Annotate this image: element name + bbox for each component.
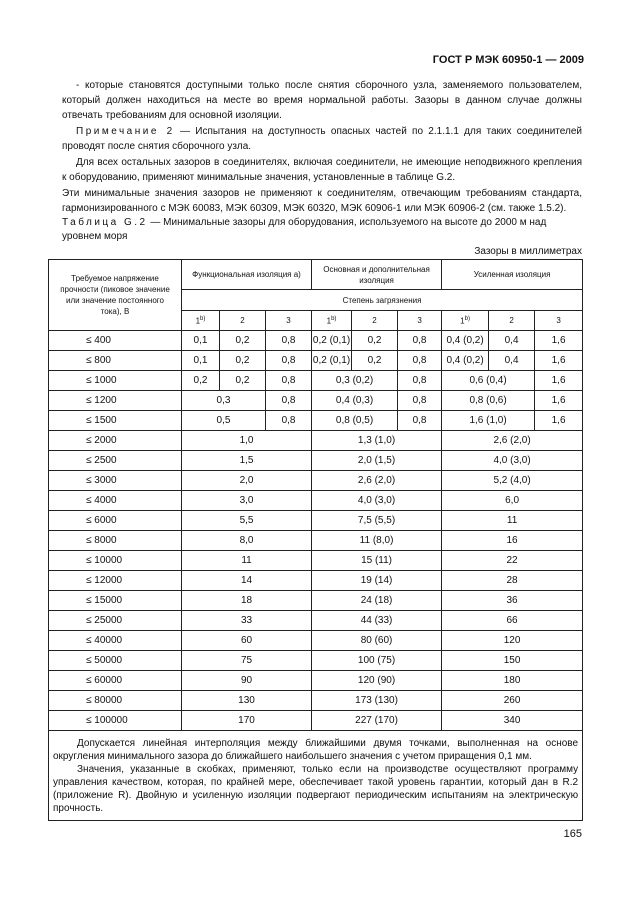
functional-value-cell: 18 (182, 591, 312, 611)
reinforced-value-cell: 120 (442, 631, 583, 651)
functional-value-cell: 14 (182, 571, 312, 591)
value-cell: 0,8 (398, 391, 442, 411)
voltage-cell: ≤ 2000 (49, 431, 182, 451)
basic-value-cell: 19 (14) (312, 571, 442, 591)
functional-value-cell: 8,0 (182, 531, 312, 551)
voltage-cell: ≤ 3000 (49, 471, 182, 491)
value-cell: 0,2 (0,1) (312, 351, 352, 371)
voltage-cell: ≤ 80000 (49, 691, 182, 711)
functional-value-cell: 1,0 (182, 431, 312, 451)
value-cell: 0,2 (182, 371, 220, 391)
degree-2-header: 2 (489, 311, 535, 331)
footnote-brackets: Значения, указанные в скобках, применяют, только если на производстве осуществляют программу управления качеством, которая, по крайней мере, обеспечивает такой уровень гарантии, который дан в R.2 (приложение R). Двойную и усиленную изоляции подвергают периодическим испытаниям на электрическую прочность. (53, 764, 579, 814)
voltage-cell: ≤ 40000 (49, 631, 182, 651)
value-cell: 0,4 (0,2) (442, 331, 489, 351)
value-cell: 1,6 (535, 411, 583, 431)
functional-value-cell: 60 (182, 631, 312, 651)
table-row (49, 491, 583, 511)
voltage-cell: ≤ 60000 (49, 671, 182, 691)
voltage-cell: ≤ 8000 (49, 531, 182, 551)
functional-value-cell: 170 (182, 711, 312, 731)
table-caption-label: Таблица G.2 (62, 217, 148, 228)
value-cell: 0,2 (220, 371, 266, 391)
value-cell: 0,8 (398, 411, 442, 431)
basic-value-cell: 44 (33) (312, 611, 442, 631)
functional-value-cell: 3,0 (182, 491, 312, 511)
functional-value-cell: 90 (182, 671, 312, 691)
value-cell: 0,1 (182, 351, 220, 371)
reinforced-value-cell: 6,0 (442, 491, 583, 511)
document-header: ГОСТ Р МЭК 60950-1 — 2009 (432, 54, 584, 66)
table-row (49, 511, 583, 531)
value-cell: 0,8 (398, 331, 442, 351)
basic-value-cell: 1,3 (1,0) (312, 431, 442, 451)
value-cell: 0,8 (266, 351, 312, 371)
voltage-cell: ≤ 1200 (49, 391, 182, 411)
table-units: Зазоры в миллиметрах (474, 246, 582, 257)
table-row (49, 331, 583, 351)
basic-value-cell: 2,0 (1,5) (312, 451, 442, 471)
footnote-interpolation: Допускается линейная интерполяция между ближайшими двумя точками, выполненная на основе округления минимального зазора до ближайшего наибольшего значения с учетом приращения 0,1 мм. (53, 738, 579, 762)
degree-3-header: 3 (535, 311, 583, 331)
voltage-cell: ≤ 6000 (49, 511, 182, 531)
degree-2-header: 2 (220, 311, 266, 331)
degree-3-header: 3 (266, 311, 312, 331)
basic-value-cell: 24 (18) (312, 591, 442, 611)
functional-value-cell: 1,5 (182, 451, 312, 471)
value-cell: 0,8 (0,6) (442, 391, 535, 411)
voltage-cell: ≤ 1500 (49, 411, 182, 431)
paragraph-other-clearances: Для всех остальных зазоров в соединителях, включая соединители, не имеющие неподвижного крепления к оборудованию, применяют минимальные значения, установленные в таблице G.2. (62, 157, 582, 183)
voltage-cell: ≤ 4000 (49, 491, 182, 511)
reinforced-value-cell: 340 (442, 711, 583, 731)
value-cell: 1,6 (535, 351, 583, 371)
table-row (49, 611, 583, 631)
value-cell: 0,4 (0,2) (442, 351, 489, 371)
value-cell: 0,5 (182, 411, 266, 431)
value-cell: 0,2 (352, 331, 398, 351)
page-number: 165 (563, 828, 582, 840)
value-cell: 0,6 (0,4) (442, 371, 535, 391)
value-cell: 0,8 (398, 371, 442, 391)
reinforced-value-cell: 66 (442, 611, 583, 631)
reinforced-value-cell: 260 (442, 691, 583, 711)
table-footnotes (49, 731, 583, 821)
table-row (49, 651, 583, 671)
reinforced-value-cell: 28 (442, 571, 583, 591)
value-cell: 1,6 (1,0) (442, 411, 535, 431)
value-cell: 0,8 (266, 391, 312, 411)
basic-value-cell: 173 (130) (312, 691, 442, 711)
voltage-cell: ≤ 1000 (49, 371, 182, 391)
value-cell: 0,1 (182, 331, 220, 351)
table-row (49, 711, 583, 731)
value-cell: 0,2 (220, 331, 266, 351)
functional-value-cell: 130 (182, 691, 312, 711)
paragraph-connectors: - которые становятся доступными только после снятия сборочного узла, заменяемого пользователем, который должен находиться на месте во время нормальной работы. Зазоры в данном случае должны отвечать требованиям для основной изоляции. (62, 80, 582, 121)
note-label: Примечание 2 (76, 126, 175, 137)
table-row (49, 411, 583, 431)
reinforced-value-cell: 11 (442, 511, 583, 531)
value-cell: 0,8 (398, 351, 442, 371)
reinforced-value-cell: 22 (442, 551, 583, 571)
basic-value-cell: 7,5 (5,5) (312, 511, 442, 531)
simple-rows (49, 431, 583, 731)
voltage-cell: ≤ 12000 (49, 571, 182, 591)
functional-value-cell: 75 (182, 651, 312, 671)
value-cell: 0,3 (0,2) (312, 371, 398, 391)
voltage-cell: ≤ 15000 (49, 591, 182, 611)
voltage-cell: ≤ 50000 (49, 651, 182, 671)
voltage-cell: ≤ 10000 (49, 551, 182, 571)
basic-value-cell: 4,0 (3,0) (312, 491, 442, 511)
table-row (49, 631, 583, 651)
table-row (49, 571, 583, 591)
value-cell: 0,4 (0,3) (312, 391, 398, 411)
value-cell: 0,3 (182, 391, 266, 411)
functional-value-cell: 5,5 (182, 511, 312, 531)
basic-value-cell: 227 (170) (312, 711, 442, 731)
basic-value-cell: 15 (11) (312, 551, 442, 571)
table-row (49, 351, 583, 371)
voltage-cell: ≤ 25000 (49, 611, 182, 631)
reinforced-value-cell: 4,0 (3,0) (442, 451, 583, 471)
value-cell: 0,4 (489, 351, 535, 371)
reinforced-value-cell: 36 (442, 591, 583, 611)
basic-value-cell: 100 (75) (312, 651, 442, 671)
voltage-cell: ≤ 400 (49, 331, 182, 351)
reinforced-value-cell: 2,6 (2,0) (442, 431, 583, 451)
paragraph-exceptions (62, 171, 582, 216)
basic-value-cell: 80 (60) (312, 631, 442, 651)
degree-1-header: 1$^{b)}$ (182, 311, 220, 331)
reinforced-value-cell: 5,2 (4,0) (442, 471, 583, 491)
table-caption (62, 216, 582, 244)
table-row (49, 391, 583, 411)
basic-value-cell: 120 (90) (312, 671, 442, 691)
value-cell: 1,6 (535, 371, 583, 391)
degree-3-header: 3 (398, 311, 442, 331)
basic-header: Основная и дополнительная изоляция (312, 260, 442, 290)
value-cell: 0,8 (266, 371, 312, 391)
reinforced-value-cell: 16 (442, 531, 583, 551)
table-row (49, 471, 583, 491)
table-row (49, 551, 583, 571)
voltage-cell: ≤ 100000 (49, 711, 182, 731)
note-2 (62, 124, 582, 154)
degree-2-header: 2 (352, 311, 398, 331)
degree-1-header: 1$^{b)}$ (442, 311, 489, 331)
voltage-cell: ≤ 800 (49, 351, 182, 371)
functional-value-cell: 2,0 (182, 471, 312, 491)
table-caption-text: — Минимальные зазоры для оборудования, используемого на высоте до 2000 м над уровнем моря (62, 217, 547, 242)
voltage-header: Требуемое напряжение прочности (пиковое значение или значение постоянного тока), В (49, 260, 182, 331)
value-cell: 0,8 (266, 411, 312, 431)
functional-header: Функциональная изоляция а) (182, 260, 312, 290)
functional-value-cell: 33 (182, 611, 312, 631)
paragraph-exceptions-text: Эти минимальные значения зазоров не применяют к соединителям, отвечающим требованиям стандарта, гармонизированного с МЭК 60083, МЭК 60309, МЭК 60320, МЭК 60906-1 или МЭК 60906-2 (см. также 1.5.2). (62, 188, 582, 214)
value-cell: 0,2 (0,1) (312, 331, 352, 351)
value-cell: 1,6 (535, 331, 583, 351)
table-row (49, 531, 583, 551)
pollution-degree-header: Степень загрязнения (182, 290, 583, 311)
table-row (49, 371, 583, 391)
basic-value-cell: 11 (8,0) (312, 531, 442, 551)
value-cell: 0,2 (352, 351, 398, 371)
note-text: — Испытания на доступность опасных частей по 2.1.1.1 для таких соединителей проводят после снятия сборочного узла. (62, 126, 582, 152)
table-row (49, 431, 583, 451)
voltage-cell: ≤ 2500 (49, 451, 182, 471)
table-row (49, 671, 583, 691)
table-row (49, 591, 583, 611)
reinforced-value-cell: 150 (442, 651, 583, 671)
functional-value-cell: 11 (182, 551, 312, 571)
reinforced-value-cell: 180 (442, 671, 583, 691)
table-row (49, 691, 583, 711)
value-cell: 0,8 (0,5) (312, 411, 398, 431)
value-cell: 0,2 (220, 351, 266, 371)
clearances-table (48, 259, 583, 821)
table-row (49, 451, 583, 471)
value-cell: 1,6 (535, 391, 583, 411)
degree-1-header: 1$^{b)}$ (312, 311, 352, 331)
value-cell: 0,8 (266, 331, 312, 351)
reinforced-header: Усиленная изоляция (442, 260, 583, 290)
value-cell: 0,4 (489, 331, 535, 351)
basic-value-cell: 2,6 (2,0) (312, 471, 442, 491)
